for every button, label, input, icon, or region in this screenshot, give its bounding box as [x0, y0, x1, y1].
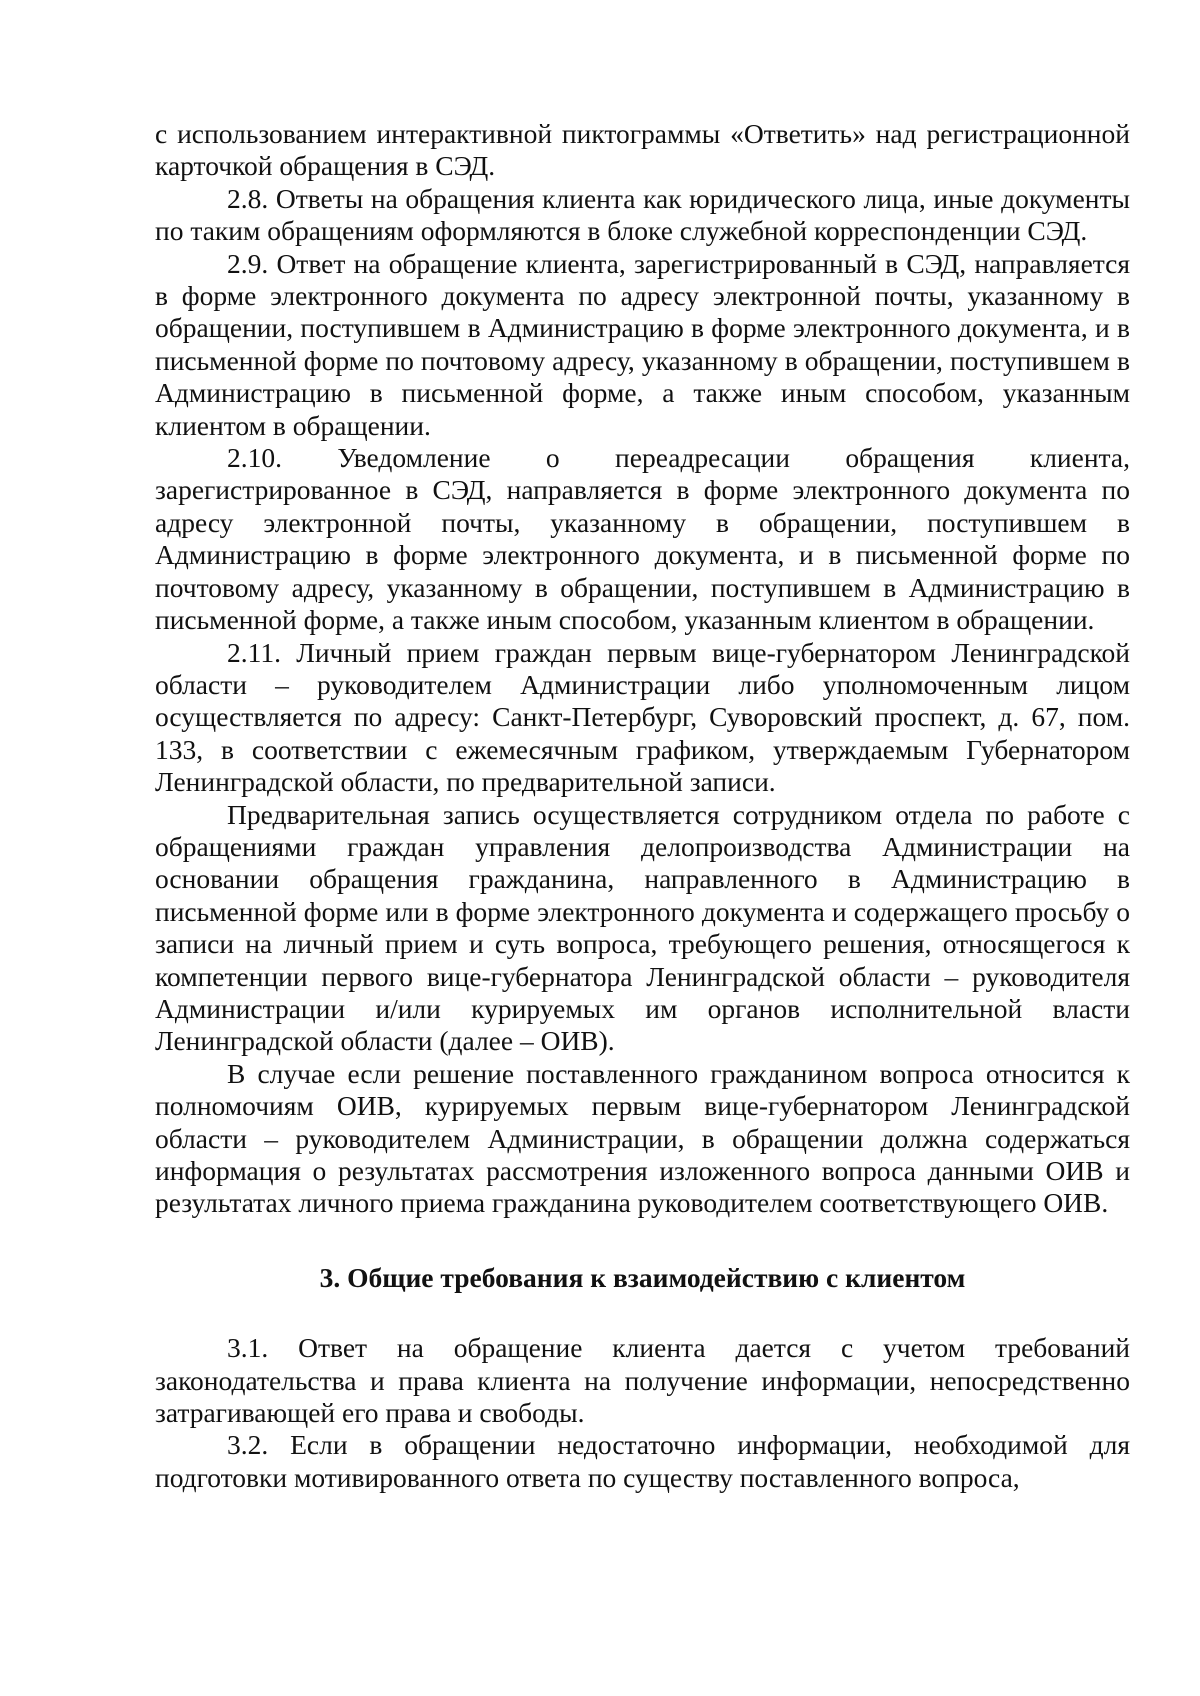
paragraph-oiv-competence: В случае если решение поставленного гражданином вопроса относится к полномочиям ОИВ, курируемых первым вице-губернатором Ленинградской области – руководителем Администрации, в обращении должна содержаться информация о результатах рассмотрения изложенного вопроса данными ОИВ и результатах личного приема гражданина руководителем соответствующего ОИВ. — [155, 1057, 1130, 1219]
section-heading: 3. Общие требования к взаимодействию с клиентом — [319, 1261, 966, 1293]
paragraph-2-9: 2.9. Ответ на обращение клиента, зарегистрированный в СЭД, направляется в форме электронного документа по адресу электронной почты, указанному в обращении, поступившем в Администрацию в форме электронного документа, и в письменной форме по почтовому адресу, указанному в обращении, поступившем в Администрацию в письменной форме, а также иным способом, указанным клиентом в обращении. — [155, 247, 1130, 441]
paragraph-2-11: 2.11. Личный прием граждан первым вице-губернатором Ленинградской области – руководителем Администрации либо уполномоченным лицом осуществляется по адресу: Санкт-Петербург, Суворовский проспект, д. 67, пом. 133, в соответствии с ежемесячным графиком, утверждаемым Губернатором Ленинградской области, по предварительной записи. — [155, 636, 1130, 798]
paragraph-2-8: 2.8. Ответы на обращения клиента как юридического лица, иные документы по таким обращениям оформляются в блоке служебной корреспонденции СЭД. — [155, 182, 1130, 247]
paragraph-2-10: 2.10. Уведомление о переадресации обращения клиента, зарегистрированное в СЭД, направляется в форме электронного документа по адресу электронной почты, указанному в обращении, поступившем в Администрацию в форме электронного документа, и в письменной форме по почтовому адресу, указанному в обращении, поступившем в Администрацию в письменной форме, а также иным способом, указанным клиентом в обращении. — [155, 442, 1130, 636]
paragraph-continuation: с использованием интерактивной пиктограммы «Ответить» над регистрационной карточкой обращения в СЭД. — [155, 118, 1130, 182]
document-page — [155, 118, 1130, 1494]
paragraph-preliminary-appointment: Предварительная запись осуществляется сотрудником отдела по работе с обращениями граждан управления делопроизводства Администрации на основании обращения гражданина, направленного в Администрацию в письменной форме или в форме электронного документа и содержащего просьбу о записи на личный прием и суть вопроса, требующего решения, относящегося к компетенции первого вице-губернатора Ленинградской области – руководителя Администрации и/или курируемых им органов исполнительной власти Ленинградской области (далее – ОИВ). — [155, 798, 1130, 1057]
paragraph-3-2: 3.2. Если в обращении недостаточно информации, необходимой для подготовки мотивированного ответа по существу поставленного вопроса, — [155, 1429, 1130, 1493]
paragraph-3-1: 3.1. Ответ на обращение клиента дается с учетом требований законодательства и права клиента на получение информации, непосредственно затрагивающей его права и свободы. — [155, 1332, 1130, 1429]
